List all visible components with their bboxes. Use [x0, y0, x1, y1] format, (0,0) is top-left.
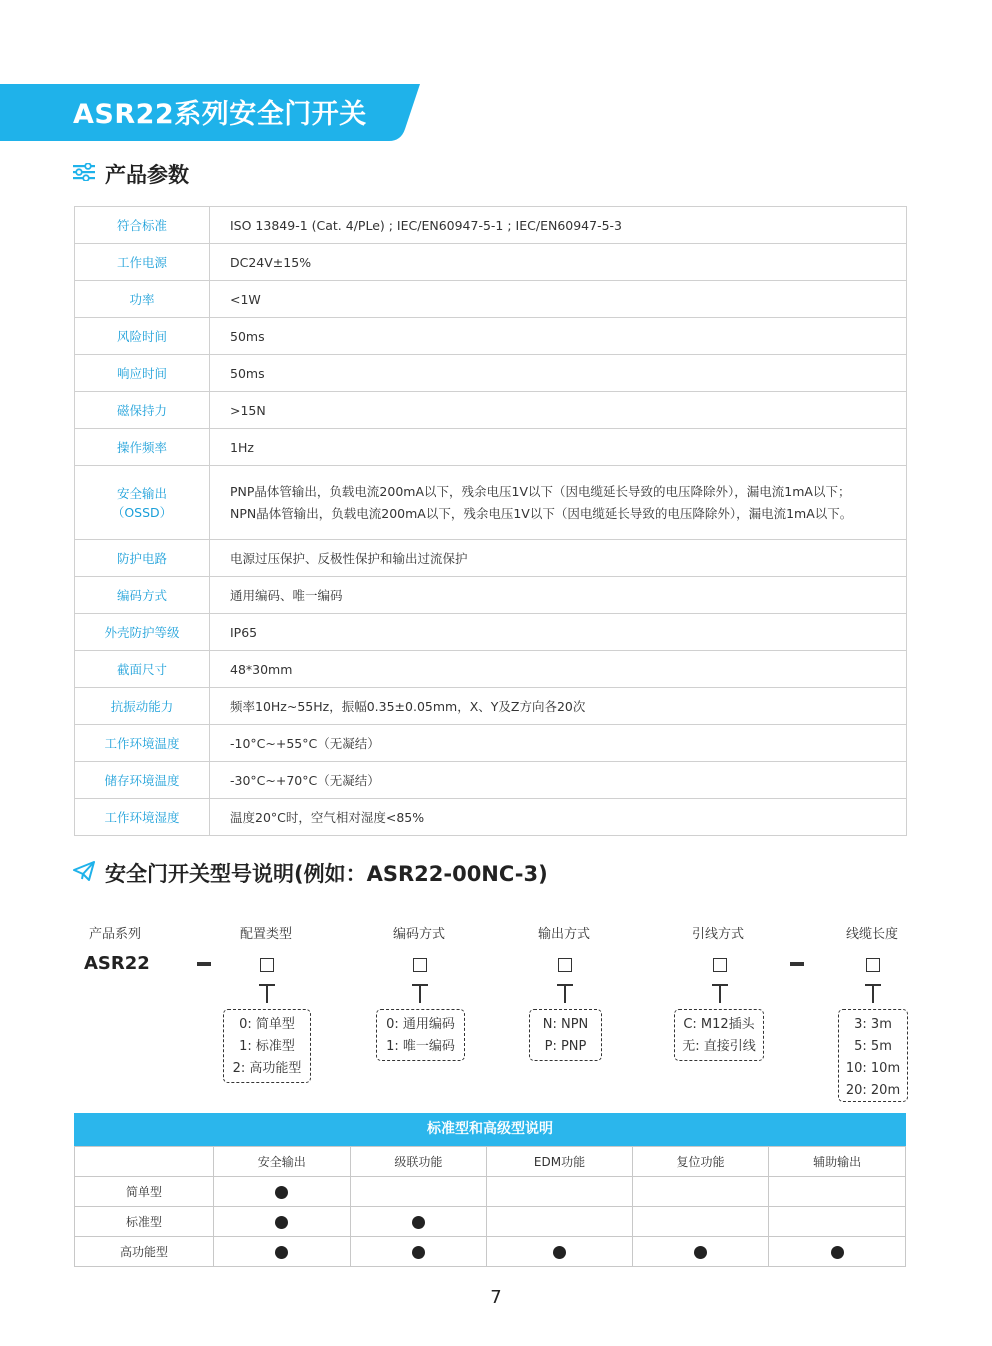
feature-dot — [412, 1216, 425, 1229]
mark-cell — [350, 1177, 487, 1207]
table-row — [75, 577, 907, 614]
table-row — [75, 207, 907, 244]
spec-value: DC24V±15% — [210, 244, 907, 281]
spec-key — [75, 466, 210, 540]
feature-dot — [694, 1246, 707, 1259]
connector — [872, 985, 874, 1003]
spec-key: 截面尺寸 — [75, 651, 210, 688]
mark-cell — [214, 1177, 351, 1207]
mark-cell — [632, 1207, 769, 1237]
model-label-cable: 线缆长度 — [846, 927, 899, 942]
code-box-coding — [413, 958, 427, 972]
spec-key-line: （OSSD） — [111, 504, 173, 520]
table-row — [75, 762, 907, 799]
mark-cell — [632, 1177, 769, 1207]
separator-dash — [197, 962, 211, 966]
option-item: 2: 高功能型 — [232, 1061, 302, 1076]
option-item: P: PNP — [544, 1039, 587, 1054]
spec-key: 工作环境温度 — [75, 725, 210, 762]
code-box-output — [558, 958, 572, 972]
mark-cell — [769, 1177, 906, 1207]
connector — [266, 985, 268, 1003]
feature-dot — [831, 1246, 844, 1259]
header-cell — [75, 1147, 214, 1177]
mark-cell — [632, 1237, 769, 1267]
model-label-coding: 编码方式 — [393, 927, 446, 942]
header-cell: 级联功能 — [350, 1147, 487, 1177]
spec-value — [210, 466, 907, 540]
spec-value: 50ms — [210, 355, 907, 392]
table-row — [75, 688, 907, 725]
option-item: 0: 简单型 — [239, 1017, 295, 1032]
spec-key: 外壳防护等级 — [75, 614, 210, 651]
spec-key: 功率 — [75, 281, 210, 318]
mark-cell — [487, 1207, 632, 1237]
option-item: 20: 20m — [845, 1083, 901, 1098]
option-item: 1: 标准型 — [239, 1039, 295, 1054]
page-number: 7 — [490, 1287, 502, 1308]
spec-key: 储存环境温度 — [75, 762, 210, 799]
table-row — [75, 355, 907, 392]
model-label-series: 产品系列 — [89, 927, 142, 942]
spec-value-line: NPN晶体管输出，负载电流200mA以下，残余电压1V以下（因电缆延长导致的电压降除外），漏电流1mA以下。 — [230, 505, 853, 521]
spec-value: >15N — [210, 392, 907, 429]
option-item: 10: 10m — [845, 1061, 901, 1076]
spec-value: 频率10Hz~55Hz，振幅0.35±0.05mm，X、Y及Z方向各20次 — [210, 688, 907, 725]
spec-value: ISO 13849-1 (Cat. 4/PLe) ; IEC/EN60947-5-1 ; IEC/EN60947-5-3 — [210, 207, 907, 244]
option-item: 无: 直接引线 — [682, 1039, 756, 1054]
section-params-header — [73, 159, 189, 189]
model-label-lead: 引线方式 — [692, 927, 745, 942]
table-row — [75, 540, 907, 577]
option-item: 0: 通用编码 — [386, 1017, 455, 1032]
mark-cell — [487, 1237, 632, 1267]
mark-cell — [214, 1207, 351, 1237]
table-row — [75, 466, 907, 540]
separator-dash — [790, 962, 804, 966]
spec-value: 温度20°C时，空气相对湿度<85% — [210, 799, 907, 836]
coding-options — [376, 1009, 465, 1061]
config-options — [223, 1009, 311, 1083]
feature-dot — [553, 1246, 566, 1259]
section-model-title: 安全门开关型号说明(例如：ASR22-00NC-3) — [105, 862, 548, 886]
table-row — [75, 614, 907, 651]
compare-table — [74, 1146, 906, 1267]
connector — [719, 985, 721, 1003]
table-row — [75, 725, 907, 762]
spec-key: 工作环境湿度 — [75, 799, 210, 836]
feature-dot — [275, 1186, 288, 1199]
spec-value: IP65 — [210, 614, 907, 651]
table-row — [75, 1177, 906, 1207]
spec-value: 50ms — [210, 318, 907, 355]
mark-cell — [769, 1237, 906, 1267]
row-name: 高功能型 — [75, 1237, 214, 1267]
option-item: N: NPN — [542, 1017, 589, 1032]
spec-value: 48*30mm — [210, 651, 907, 688]
code-box-lead — [713, 958, 727, 972]
spec-value: -30°C~+70°C（无凝结） — [210, 762, 907, 799]
code-box-cable — [866, 958, 880, 972]
spec-value: <1W — [210, 281, 907, 318]
header-cell: 复位功能 — [632, 1147, 769, 1177]
mark-cell — [487, 1177, 632, 1207]
series-code: ASR22 — [84, 953, 150, 974]
feature-dot — [275, 1246, 288, 1259]
page-title: ASR22系列安全门开关 — [73, 99, 367, 130]
spec-key: 工作电源 — [75, 244, 210, 281]
option-item: 1: 唯一编码 — [386, 1039, 455, 1054]
section-params-title: 产品参数 — [105, 163, 189, 187]
table-row — [75, 799, 907, 836]
spec-key: 操作频率 — [75, 429, 210, 466]
table-row — [75, 1237, 906, 1267]
spec-value: 1Hz — [210, 429, 907, 466]
mark-cell — [350, 1237, 487, 1267]
header-cell: EDM功能 — [487, 1147, 632, 1177]
header-cell: 安全输出 — [214, 1147, 351, 1177]
code-box-config — [260, 958, 274, 972]
spec-key: 风险时间 — [75, 318, 210, 355]
compare-title: 标准型和高级型说明 — [74, 1113, 906, 1146]
spec-key: 抗振动能力 — [75, 688, 210, 725]
spec-value: -10°C~+55°C（无凝结） — [210, 725, 907, 762]
option-item: C: M12插头 — [683, 1017, 755, 1032]
header-cell: 辅助输出 — [769, 1147, 906, 1177]
feature-dot — [412, 1246, 425, 1259]
mark-cell — [214, 1237, 351, 1267]
table-row — [75, 392, 907, 429]
spec-value-line: PNP晶体管输出，负载电流200mA以下，残余电压1V以下（因电缆延长导致的电压降除外），漏电流1mA以下； — [230, 483, 851, 499]
spec-key-line: 安全输出 — [116, 485, 167, 501]
row-name: 简单型 — [75, 1177, 214, 1207]
spec-value: 电源过压保护、反极性保护和输出过流保护 — [210, 540, 907, 577]
table-row — [75, 429, 907, 466]
connector — [564, 985, 566, 1003]
option-item: 3: 3m — [854, 1017, 892, 1032]
model-label-output: 输出方式 — [538, 927, 591, 942]
table-row — [75, 244, 907, 281]
table-row — [75, 651, 907, 688]
sliders-icon — [73, 162, 95, 186]
spec-key: 编码方式 — [75, 577, 210, 614]
table-header-row — [75, 1147, 906, 1177]
table-row — [75, 1207, 906, 1237]
spec-value: 通用编码、唯一编码 — [210, 577, 907, 614]
paper-plane-icon — [73, 861, 95, 886]
lead-options — [674, 1009, 764, 1061]
table-row — [75, 318, 907, 355]
cable-options — [838, 1009, 908, 1102]
section-model-header — [73, 858, 548, 888]
mark-cell — [769, 1207, 906, 1237]
table-row — [75, 281, 907, 318]
spec-key: 符合标准 — [75, 207, 210, 244]
model-label-config: 配置类型 — [240, 927, 293, 942]
connector — [419, 985, 421, 1003]
spec-table — [74, 206, 907, 836]
spec-key: 防护电路 — [75, 540, 210, 577]
spec-key: 响应时间 — [75, 355, 210, 392]
feature-dot — [275, 1216, 288, 1229]
output-options — [529, 1009, 602, 1061]
row-name: 标准型 — [75, 1207, 214, 1237]
mark-cell — [350, 1207, 487, 1237]
option-item: 5: 5m — [854, 1039, 892, 1054]
spec-key: 磁保持力 — [75, 392, 210, 429]
